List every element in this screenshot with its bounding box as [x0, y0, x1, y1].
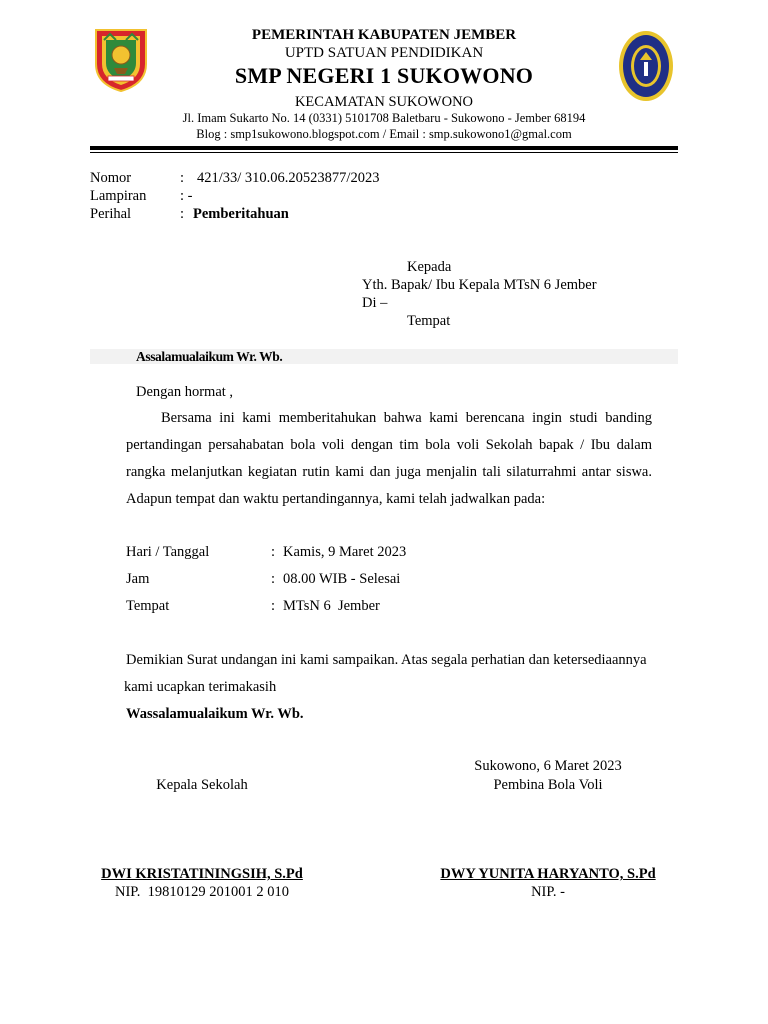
schedule-time-value: 08.00 WIB - Selesai [283, 571, 401, 587]
body-paragraph [126, 405, 652, 513]
closing-line-1: Demikian Surat undangan ini kami sampaikan. Atas segala perhatian dan ketersediaannya [126, 652, 647, 668]
left-signer-name: DWI KRISTATININGSIH, S.Pd [101, 866, 303, 882]
right-signer-title: Pembina Bola Voli [493, 777, 603, 793]
lampiran-label: Lampiran [90, 188, 147, 204]
nomor-label: Nomor [90, 170, 132, 186]
recipient-yth: Yth. Bapak/ Ibu Kepala MTsN 6 Jember [362, 277, 597, 293]
schedule-day-label: Hari / Tanggal [126, 544, 210, 560]
recipient-di: Di – [362, 295, 388, 311]
lampiran-value: : - [180, 188, 193, 204]
perihal-value: Pemberitahuan [193, 206, 289, 222]
letterhead-divider-thin [90, 152, 678, 153]
kop-district-line: KECAMATAN SUKOWONO [294, 94, 474, 110]
salutation: Dengan hormat , [136, 384, 234, 400]
schedule-place-label: Tempat [126, 598, 170, 614]
right-signer-name: DWY YUNITA HARYANTO, S.Pd [440, 866, 656, 882]
school-emblem-logo [618, 30, 674, 102]
schedule-place-value: MTsN 6 Jember [283, 598, 380, 614]
perihal-label: Perihal [90, 206, 132, 222]
nomor-separator: : [180, 170, 185, 186]
perihal-separator: : [180, 206, 185, 222]
jember-emblem-logo [94, 28, 148, 92]
recipient-kepada: Kepada [407, 259, 452, 275]
place-date: Sukowono, 6 Maret 2023 [474, 758, 622, 774]
right-signer-nip: NIP. - [531, 884, 565, 900]
schedule-time-label: Jam [126, 571, 150, 587]
left-signer-title: Kepala Sekolah [156, 777, 248, 793]
left-signer-nip: NIP. 19810129 201001 2 010 [114, 884, 289, 900]
body-paragraph-text: Bersama ini kami memberitahukan bahwa kami berencana ingin studi banding pertandingan persahabatan bola voli dengan tim bola voli Sekolah bapak / Ibu dalam rangka melanjutkan kegiatan rutin kami dan juga menjalin tali silaturrahmi antar siswa. Adapun tempat dan waktu pertandingannya, kami telah jadwalkan pada: [126, 410, 652, 507]
kop-address-line: Jl. Imam Sukarto No. 14 (0331) 5101708 Baletbaru - Sukowono - Jember 68194 [182, 111, 586, 125]
schedule-place-separator: : [271, 598, 276, 614]
schedule-time-separator: : [271, 571, 276, 587]
schedule-day-separator: : [271, 544, 276, 560]
schedule-day-value: Kamis, 9 Maret 2023 [283, 544, 407, 560]
greeting-text: Assalamualaikum Wr. Wb. [136, 349, 283, 364]
letterhead-divider-thick [90, 146, 678, 150]
farewell: Wassalamualaikum Wr. Wb. [126, 706, 304, 722]
nomor-value: 421/33/ 310.06.20523877/2023 [197, 170, 380, 186]
recipient-tempat: Tempat [407, 313, 451, 329]
kop-unit-line: UPTD SATUAN PENDIDIKAN [284, 45, 484, 61]
school-name: SMP NEGERI 1 SUKOWONO [234, 63, 534, 88]
kop-government-line: PEMERINTAH KABUPATEN JEMBER [251, 27, 517, 43]
closing-line-2: kami ucapkan terimakasih [124, 679, 277, 695]
kop-contact-line: Blog : smp1sukowono.blogspot.com / Email : smp.sukowono1@gmal.com [196, 127, 572, 141]
